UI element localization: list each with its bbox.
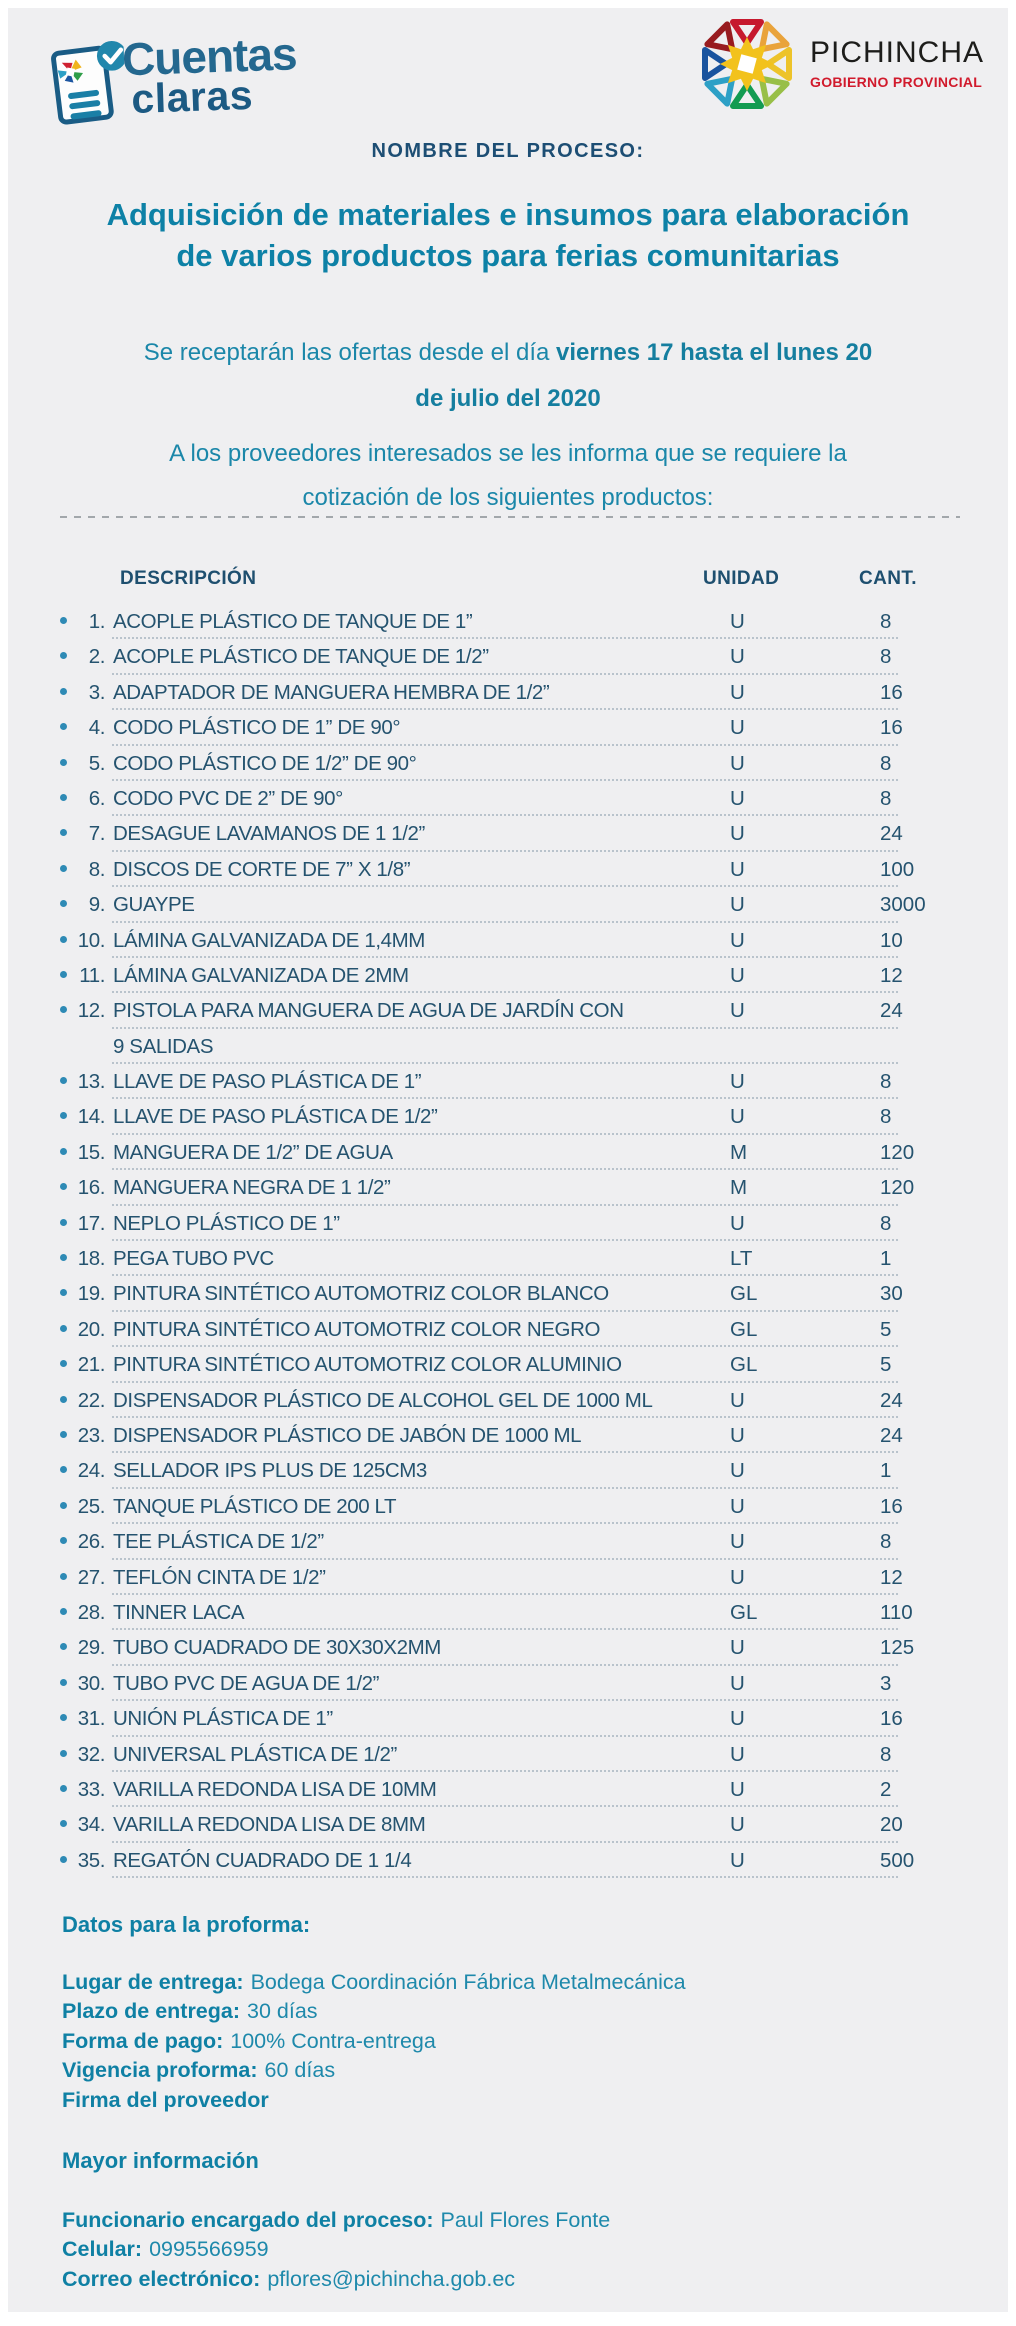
item-unit: U <box>730 893 745 917</box>
item-quantity: 16 <box>880 1707 903 1731</box>
item-unit: U <box>730 1707 745 1731</box>
item-number: 6. <box>88 786 105 810</box>
item-number: 3. <box>88 680 105 704</box>
row-divider <box>112 1239 898 1241</box>
detail-value: 100% Contra-entrega <box>230 2028 436 2053</box>
item-number: 22. <box>77 1388 105 1412</box>
item-description: TANQUE PLÁSTICO DE 200 LT <box>113 1494 397 1518</box>
item-description: VARILLA REDONDA LISA DE 10MM <box>113 1777 437 1801</box>
item-number: 24. <box>77 1459 105 1483</box>
item-unit: U <box>730 1459 745 1483</box>
row-divider <box>112 1876 898 1878</box>
detail-value: Paul Flores Fonte <box>440 2208 611 2232</box>
item-unit: U <box>730 1636 745 1660</box>
item-number: 11. <box>79 963 105 987</box>
table-row <box>8 1491 1008 1526</box>
item-quantity: 12 <box>880 963 903 987</box>
contact-details <box>62 2208 610 2296</box>
item-description: DESAGUE LAVAMANOS DE 1 1/2” <box>113 822 425 846</box>
item-number: 7. <box>88 822 105 846</box>
row-divider <box>112 1805 898 1807</box>
table-row <box>8 1632 1008 1667</box>
item-unit: U <box>730 1530 745 1554</box>
dashed-divider <box>60 516 960 518</box>
detail-line <box>62 2088 686 2117</box>
item-unit: U <box>730 1070 745 1094</box>
item-description: UNIÓN PLÁSTICA DE 1” <box>113 1707 333 1731</box>
item-number: 25. <box>77 1494 105 1518</box>
item-description: CODO PVC DE 2” DE 90° <box>113 786 343 810</box>
item-number: 2. <box>88 645 105 669</box>
item-quantity: 12 <box>880 1565 903 1589</box>
detail-value: Bodega Coordinación Fábrica Metalmecánica <box>250 1970 686 1994</box>
item-unit: U <box>730 1565 745 1589</box>
row-divider <box>112 1204 898 1206</box>
detail-line <box>62 2208 610 2237</box>
row-divider <box>112 637 898 639</box>
items-table <box>8 606 1008 1880</box>
table-row <box>8 1668 1008 1703</box>
item-quantity: 3000 <box>880 893 926 917</box>
item-number: 9. <box>88 893 105 917</box>
detail-line <box>62 2267 610 2296</box>
item-unit: U <box>730 680 745 704</box>
item-quantity: 2 <box>880 1777 892 1801</box>
detail-label: Funcionario encargado del proceso: <box>62 2208 434 2232</box>
intro-line1: A los proveedores interesados se les informa que se requiere la <box>169 440 847 467</box>
item-quantity: 16 <box>880 680 903 704</box>
row-divider <box>112 1593 898 1595</box>
item-unit: U <box>730 610 745 633</box>
process-title <box>8 194 1008 276</box>
detail-value: 0995566959 <box>149 2237 269 2262</box>
pichincha-star-icon <box>697 12 797 116</box>
item-unit: GL <box>730 1317 758 1341</box>
item-quantity: 8 <box>880 1211 892 1235</box>
row-divider <box>112 708 898 710</box>
detail-line <box>62 2237 610 2266</box>
item-unit: U <box>730 963 745 987</box>
detail-label: Forma de pago: <box>62 2028 224 2053</box>
item-number: 27. <box>77 1565 105 1589</box>
table-row <box>8 1066 1008 1101</box>
detail-label: Vigencia proforma: <box>62 2058 258 2083</box>
item-description: REGATÓN CUADRADO DE 1 1/4 <box>113 1848 412 1872</box>
item-unit: U <box>730 645 745 669</box>
item-unit: U <box>730 1813 745 1837</box>
row-divider <box>112 1558 898 1560</box>
item-unit: U <box>730 999 745 1023</box>
detail-line <box>62 1999 686 2028</box>
table-row <box>8 1845 1008 1880</box>
flyer-page <box>8 8 1008 2312</box>
item-number: 19. <box>77 1282 105 1306</box>
row-divider <box>112 1310 898 1312</box>
item-description: CODO PLÁSTICO DE 1” DE 90° <box>113 716 401 740</box>
item-unit: U <box>730 822 745 846</box>
item-description: DISPENSADOR PLÁSTICO DE JABÓN DE 1000 ML <box>113 1423 582 1447</box>
item-description: TEFLÓN CINTA DE 1/2” <box>113 1565 326 1589</box>
row-divider <box>112 1770 898 1772</box>
table-row <box>8 712 1008 747</box>
item-quantity: 24 <box>880 999 903 1023</box>
table-row <box>8 1101 1008 1136</box>
item-unit: M <box>730 1176 748 1200</box>
row-divider <box>112 779 898 781</box>
detail-line <box>62 1970 686 1999</box>
row-divider <box>112 885 898 887</box>
row-divider <box>112 1451 898 1453</box>
item-unit: U <box>730 1494 745 1518</box>
item-description: PINTURA SINTÉTICO AUTOMOTRIZ COLOR ALUMINIO <box>113 1353 622 1377</box>
header-description: DESCRIPCIÓN <box>120 568 257 589</box>
row-divider <box>112 1522 898 1524</box>
item-unit: U <box>730 786 745 810</box>
row-divider <box>112 673 898 675</box>
item-description: NEPLO PLÁSTICO DE 1” <box>113 1211 340 1235</box>
item-number: 33. <box>77 1777 105 1801</box>
table-row <box>8 606 1008 641</box>
row-divider <box>112 1027 898 1029</box>
item-description: ADAPTADOR DE MANGUERA HEMBRA DE 1/2” <box>113 680 550 704</box>
item-description: LÁMINA GALVANIZADA DE 2MM <box>113 963 409 987</box>
item-unit: U <box>730 928 745 952</box>
table-row <box>8 1385 1008 1420</box>
item-quantity: 500 <box>880 1848 915 1872</box>
table-row <box>8 783 1008 818</box>
item-unit: GL <box>730 1282 758 1306</box>
row-divider <box>112 814 898 816</box>
item-number: 8. <box>88 857 105 881</box>
table-header <box>8 568 1008 592</box>
item-quantity: 5 <box>880 1353 892 1377</box>
item-description: ACOPLE PLÁSTICO DE TANQUE DE 1” <box>113 610 473 633</box>
item-quantity: 16 <box>880 1494 903 1518</box>
item-quantity: 120 <box>880 1176 915 1200</box>
item-number: 23. <box>77 1423 105 1447</box>
item-quantity: 120 <box>880 1140 915 1164</box>
item-unit: U <box>730 1105 745 1129</box>
row-divider <box>112 1416 898 1418</box>
item-description: DISCOS DE CORTE DE 7” X 1/8” <box>113 857 411 881</box>
offer-dates-bold: viernes 17 hasta el lunes 20 <box>556 339 873 366</box>
item-description: MANGUERA NEGRA DE 1 1/2” <box>113 1176 391 1200</box>
item-description: LLAVE DE PASO PLÁSTICA DE 1/2” <box>113 1105 438 1129</box>
item-quantity: 5 <box>880 1317 892 1341</box>
item-number: 21. <box>77 1353 105 1377</box>
item-description: TEE PLÁSTICA DE 1/2” <box>113 1530 324 1554</box>
item-number: 30. <box>77 1671 105 1695</box>
item-unit: U <box>730 1742 745 1766</box>
row-divider <box>112 921 898 923</box>
row-divider <box>112 1168 898 1170</box>
intro-text <box>8 432 1008 520</box>
item-quantity: 8 <box>880 1105 892 1129</box>
row-divider <box>112 1062 898 1064</box>
table-row <box>8 1278 1008 1313</box>
item-unit: U <box>730 1671 745 1695</box>
item-unit: GL <box>730 1600 758 1624</box>
item-unit: U <box>730 857 745 881</box>
pichincha-subtitle: GOBIERNO PROVINCIAL <box>810 74 983 90</box>
item-description: PEGA TUBO PVC <box>113 1247 274 1271</box>
item-quantity: 8 <box>880 645 892 669</box>
table-row <box>8 1703 1008 1738</box>
item-number: 34. <box>77 1813 105 1837</box>
item-number: 14. <box>77 1105 105 1129</box>
table-row <box>8 748 1008 783</box>
table-row <box>8 1526 1008 1561</box>
item-quantity: 10 <box>880 928 903 952</box>
cuentas-claras-icon <box>45 36 126 131</box>
item-quantity: 8 <box>880 610 892 633</box>
item-number: 18. <box>77 1247 105 1271</box>
item-description: PINTURA SINTÉTICO AUTOMOTRIZ COLOR BLANCO <box>113 1282 609 1306</box>
item-unit: GL <box>730 1353 758 1377</box>
table-row <box>8 1597 1008 1632</box>
item-number: 28. <box>77 1600 105 1624</box>
item-number: 5. <box>88 751 105 775</box>
row-divider <box>112 1133 898 1135</box>
table-row <box>8 960 1008 995</box>
item-number: 26. <box>77 1530 105 1554</box>
item-quantity: 1 <box>880 1247 892 1271</box>
item-number: 12. <box>77 999 105 1023</box>
item-number: 15. <box>77 1140 105 1164</box>
detail-label: Correo electrónico: <box>62 2266 261 2291</box>
item-description: PISTOLA PARA MANGUERA DE AGUA DE JARDÍN CON <box>113 999 624 1023</box>
table-row <box>8 1420 1008 1455</box>
row-divider <box>112 1735 898 1737</box>
table-row <box>8 925 1008 960</box>
item-unit: U <box>730 1848 745 1872</box>
row-divider <box>112 1345 898 1347</box>
item-description: LLAVE DE PASO PLÁSTICA DE 1” <box>113 1070 422 1094</box>
item-description: UNIVERSAL PLÁSTICA DE 1/2” <box>113 1742 397 1766</box>
item-description: TINNER LACA <box>113 1600 245 1624</box>
item-unit: U <box>730 1777 745 1801</box>
item-description: TUBO CUADRADO DE 30X30X2MM <box>113 1636 441 1660</box>
process-label: NOMBRE DEL PROCESO: <box>371 140 645 162</box>
item-number: 20. <box>77 1317 105 1341</box>
detail-label: Firma del proveedor <box>62 2087 269 2112</box>
detail-value: 60 días <box>264 2058 336 2083</box>
row-divider <box>112 1664 898 1666</box>
process-title-line2: de varios productos para ferias comunitarias <box>176 238 840 273</box>
item-number: 31. <box>77 1707 105 1731</box>
intro-line2: cotización de los siguientes productos: <box>302 484 714 511</box>
item-quantity: 24 <box>880 822 903 846</box>
detail-label: Celular: <box>62 2237 143 2262</box>
item-quantity: 24 <box>880 1388 903 1412</box>
row-divider <box>112 1628 898 1630</box>
more-info-heading: Mayor información <box>62 2148 259 2173</box>
item-unit: U <box>730 716 745 740</box>
item-unit: LT <box>730 1247 753 1271</box>
table-row-continuation <box>8 1031 1008 1066</box>
process-title-line1: Adquisición de materiales e insumos para elaboración <box>106 197 910 232</box>
item-number: 29. <box>77 1636 105 1660</box>
item-unit: U <box>730 751 745 775</box>
pichincha-logo <box>697 12 997 132</box>
table-row <box>8 1455 1008 1490</box>
row-divider <box>112 744 898 746</box>
detail-label: Plazo de entrega: <box>62 1999 241 2024</box>
cuentas-logo-text: Cuentas <box>121 27 298 86</box>
item-unit: U <box>730 1211 745 1235</box>
detail-label: Lugar de entrega: <box>62 1970 244 1994</box>
table-row <box>8 1774 1008 1809</box>
item-quantity: 125 <box>880 1636 915 1660</box>
item-quantity: 110 <box>880 1600 913 1624</box>
proforma-details <box>62 1970 686 2117</box>
table-row <box>8 1208 1008 1243</box>
detail-line <box>62 2029 686 2058</box>
item-description: PINTURA SINTÉTICO AUTOMOTRIZ COLOR NEGRO <box>113 1317 601 1341</box>
detail-value: pflores@pichincha.gob.ec <box>267 2266 516 2291</box>
item-description: ACOPLE PLÁSTICO DE TANQUE DE 1/2” <box>113 645 489 669</box>
table-row <box>8 1314 1008 1349</box>
header-unit: UNIDAD <box>703 568 780 589</box>
item-description: VARILLA REDONDA LISA DE 8MM <box>113 1813 426 1837</box>
table-row <box>8 889 1008 924</box>
item-unit: U <box>730 1388 745 1412</box>
pichincha-name: PICHINCHA <box>810 36 985 69</box>
item-unit: M <box>730 1140 748 1164</box>
table-row <box>8 1349 1008 1384</box>
proforma-heading: Datos para la proforma: <box>62 1912 311 1937</box>
row-divider <box>112 1699 898 1701</box>
item-number: 4. <box>88 716 105 740</box>
table-row <box>8 995 1008 1030</box>
row-divider <box>112 1097 898 1099</box>
table-row <box>8 1809 1008 1844</box>
row-divider <box>112 1381 898 1383</box>
table-row <box>8 677 1008 712</box>
offer-dates-prefix: Se receptarán las ofertas desde el día <box>143 339 557 366</box>
item-quantity: 1 <box>880 1459 892 1483</box>
claras-logo-text: claras <box>130 71 254 123</box>
table-row <box>8 1243 1008 1278</box>
row-divider <box>112 1274 898 1276</box>
table-row <box>8 818 1008 853</box>
table-row <box>8 1739 1008 1774</box>
offer-dates <box>8 330 1008 422</box>
header-quantity: CANT. <box>859 568 917 589</box>
item-quantity: 16 <box>880 716 903 740</box>
row-divider <box>112 1487 898 1489</box>
table-row <box>8 854 1008 889</box>
item-number: 17. <box>77 1211 105 1235</box>
item-quantity: 20 <box>880 1813 903 1837</box>
cuentas-claras-logo <box>37 19 343 209</box>
table-row <box>8 1172 1008 1207</box>
item-quantity: 8 <box>880 1070 892 1094</box>
offer-dates-bold-line2: de julio del 2020 <box>415 385 601 412</box>
item-number: 1. <box>88 610 105 633</box>
item-quantity: 24 <box>880 1423 903 1447</box>
item-number: 13. <box>77 1070 105 1094</box>
item-description: LÁMINA GALVANIZADA DE 1,4MM <box>113 928 425 952</box>
item-quantity: 8 <box>880 1530 892 1554</box>
item-number: 35. <box>77 1848 105 1872</box>
table-row <box>8 1137 1008 1172</box>
item-number: 10. <box>77 928 105 952</box>
item-description: GUAYPE <box>113 893 195 917</box>
detail-value: 30 días <box>247 1999 318 2024</box>
item-description: MANGUERA DE 1/2” DE AGUA <box>113 1140 393 1164</box>
item-unit: U <box>730 1423 745 1447</box>
item-quantity: 8 <box>880 786 892 810</box>
table-row <box>8 1562 1008 1597</box>
item-quantity: 8 <box>880 1742 892 1766</box>
item-description: SELLADOR IPS PLUS DE 125CM3 <box>113 1459 427 1483</box>
item-description: DISPENSADOR PLÁSTICO DE ALCOHOL GEL DE 1000 ML <box>113 1388 653 1412</box>
table-row <box>8 641 1008 676</box>
row-divider <box>112 850 898 852</box>
row-divider <box>112 991 898 993</box>
row-divider <box>112 956 898 958</box>
item-description: CODO PLÁSTICO DE 1/2” DE 90° <box>113 751 417 775</box>
item-number: 16. <box>77 1176 105 1200</box>
item-description: TUBO PVC DE AGUA DE 1/2” <box>113 1671 380 1695</box>
row-divider <box>112 1841 898 1843</box>
item-quantity: 100 <box>880 857 915 881</box>
item-quantity: 8 <box>880 751 892 775</box>
detail-line <box>62 2058 686 2087</box>
item-quantity: 30 <box>880 1282 903 1306</box>
item-quantity: 3 <box>880 1671 892 1695</box>
item-description-continued: 9 SALIDAS <box>113 1034 214 1058</box>
item-number: 32. <box>77 1742 105 1766</box>
